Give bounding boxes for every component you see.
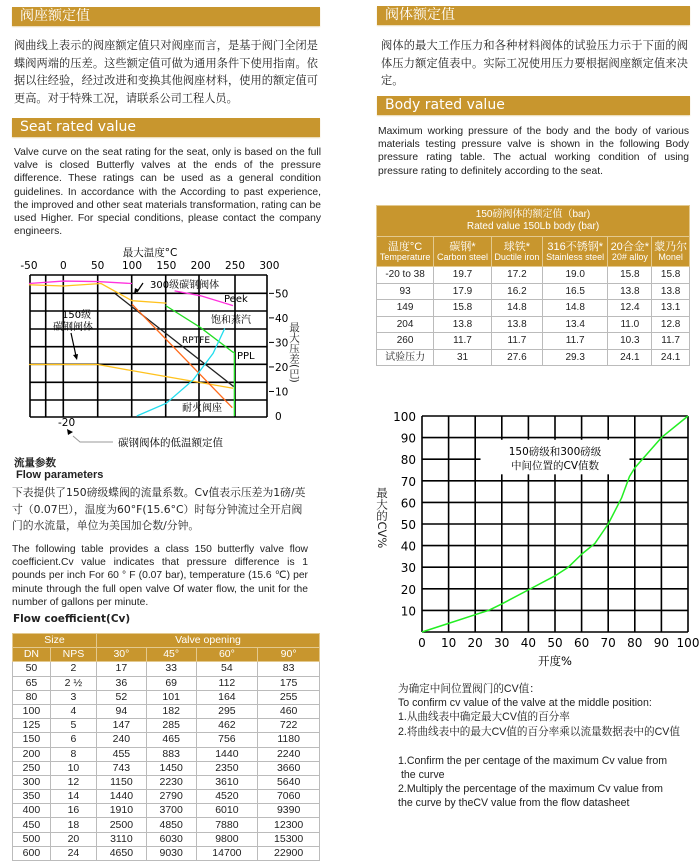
table-cell: 24.1	[608, 349, 652, 366]
table-cell: 15.8	[652, 267, 690, 284]
cv-note-line: 2.将曲线表中的最大CV值的百分率乘以流量数据表中的CV值	[398, 725, 680, 738]
table-cell: 11.7	[491, 333, 542, 350]
table-cell: 1150	[97, 775, 147, 789]
body-zh-header: 阀体额定值	[377, 6, 690, 25]
cv-note-line: 为确定中间位置阀门的CV值：	[398, 683, 540, 695]
x-tick-label: 30	[494, 636, 510, 650]
table-cell: 16	[50, 804, 96, 818]
column-header: 30°	[97, 648, 147, 662]
x-tick-label: 200	[190, 260, 211, 272]
series-label-300-class: 300级碳钢阀体	[150, 280, 220, 291]
table-cell: 15.8	[608, 267, 652, 284]
table-cell: 295	[196, 704, 258, 718]
table-cell: 3610	[196, 775, 258, 789]
flow-en-title: Flow parameters	[16, 469, 104, 481]
table-row	[377, 283, 690, 300]
column-header-zh: 碳钢*	[449, 240, 476, 253]
table-cell: 1180	[258, 733, 320, 747]
table-row	[13, 719, 320, 733]
table-cell: 54	[196, 662, 258, 676]
table-cell: 3	[50, 690, 96, 704]
table-cell: 1440	[97, 790, 147, 804]
table-cell: 50	[13, 662, 51, 676]
table-cell: 36	[97, 676, 147, 690]
table-cell: 455	[97, 747, 147, 761]
x-tick-label: 80	[627, 636, 643, 650]
cv-note-line: the curve by theCV value from the flow datasheet	[398, 797, 630, 810]
table-cell: 24.1	[652, 349, 690, 366]
y-tick-label: 60	[400, 496, 416, 511]
x-tick-label: 300	[259, 260, 280, 272]
table-cell: 255	[258, 690, 320, 704]
table-cell: 6010	[196, 804, 258, 818]
table-cell: 13.4	[542, 316, 607, 333]
table-cell: 240	[97, 733, 147, 747]
table-cell: 2 ½	[50, 676, 96, 690]
table-cell: 93	[377, 283, 434, 300]
flow-zh-text: 下表提供了150磅级蝶阀的流量系数。Cv值表示压差为1磅/英寸（0.07巴），温度为60°F(15.6°C）时每分钟流过全开启阀门的水流量，单位为美国加仑数/分钟。	[12, 486, 306, 532]
table-title-zh: 150磅阀体的额定值（bar)	[475, 209, 591, 220]
table-cell: 20	[50, 832, 96, 846]
flow-table-title: Flow coefficient(Cv)	[13, 613, 131, 625]
column-header	[491, 237, 542, 267]
y-tick-label: 20	[275, 361, 289, 374]
column-header-en: Stainless steel	[546, 251, 605, 262]
y-tick-label: 10	[400, 604, 416, 619]
table-cell: 9390	[258, 804, 320, 818]
column-header	[542, 237, 607, 267]
group-header-row	[13, 634, 320, 648]
table-cell: 13.8	[434, 316, 492, 333]
table-cell: 2	[50, 662, 96, 676]
table-cell: 2230	[146, 775, 196, 789]
table-cell: 460	[258, 704, 320, 718]
table-row	[13, 662, 320, 676]
table-cell: 7060	[258, 790, 320, 804]
y-tick-label: 70	[400, 474, 416, 489]
seat-zh-header: 阀座额定值	[12, 7, 320, 26]
chart-annotation: 150磅级和300磅级	[508, 445, 602, 458]
table-cell: 11.7	[652, 333, 690, 350]
table-cell: 11.0	[608, 316, 652, 333]
column-header	[434, 237, 492, 267]
cv-note-line: 2.Multiply the percentage of the maximum Cv value from	[398, 783, 663, 796]
column-header	[608, 237, 652, 267]
table-cell: 11.7	[434, 333, 492, 350]
seat-en-header: Seat rated value	[12, 118, 320, 137]
table-cell: 14	[50, 790, 96, 804]
table-cell: 112	[196, 676, 258, 690]
table-cell: 83	[258, 662, 320, 676]
table-cell: 1440	[196, 747, 258, 761]
cv-notes	[398, 682, 680, 811]
table-row	[13, 846, 320, 860]
table-title-en: Rated value 150Lb body (bar)	[466, 221, 600, 232]
table-cell: 149	[377, 300, 434, 317]
table-cell: 883	[146, 747, 196, 761]
y-tick-label: 20	[400, 582, 416, 597]
table-cell: 756	[196, 733, 258, 747]
table-cell: 14700	[196, 846, 258, 860]
arrowhead-low-temp	[67, 429, 73, 435]
table-cell: 260	[377, 333, 434, 350]
table-cell: 80	[13, 690, 51, 704]
table-cell: 15.8	[434, 300, 492, 317]
x-tick-label: 100	[121, 260, 143, 272]
table-cell: 16.5	[542, 283, 607, 300]
x-tick-label: 250	[225, 260, 246, 272]
table-cell: 6	[50, 733, 96, 747]
header-row	[377, 237, 690, 267]
table-cell: 14.8	[491, 300, 542, 317]
table-cell: 试验压力	[377, 349, 434, 366]
seat-en-text: Valve curve on the seat rating for the seat, only is based on the full valve is closed Butterfly valves at the ends of the pressure difference. These ratings can be used as a general condition guidelines. In accordance with the According to past experience, the improved and other seat materials transformation, rating can be used Higher. For special conditions, please contact the company engineers.	[14, 147, 321, 238]
table-cell: 11.7	[542, 333, 607, 350]
table-cell: 19.0	[542, 267, 607, 284]
series-label-steam: 饱和蒸汽	[211, 315, 251, 326]
x-tick-label: 0	[418, 636, 426, 650]
column-header: DN	[13, 648, 51, 662]
table-cell: 19.7	[434, 267, 492, 284]
table-cell: 6030	[146, 832, 196, 846]
table-cell: 10	[50, 761, 96, 775]
table-cell: 500	[13, 832, 51, 846]
table-cell: 2500	[97, 818, 147, 832]
table-row	[377, 333, 690, 350]
table-title	[377, 206, 690, 237]
table-cell: 15300	[258, 832, 320, 846]
title-row	[377, 206, 690, 237]
body-zh-text: 阀体的最大工作压力和各种材料阀体的试验压力示于下面的阀体压力额定值表中。实际工况使用压力要根据阀座额定值来决定。	[381, 39, 688, 87]
cv-curve-chart	[360, 400, 700, 680]
table-cell: 17	[97, 662, 147, 676]
table-cell: 14.8	[542, 300, 607, 317]
column-header-en: Temperature	[379, 251, 431, 262]
series-label-ppl: PPL	[237, 351, 255, 362]
table-cell: 29.3	[542, 349, 607, 366]
column-header-en: 20# alloy	[611, 251, 648, 262]
table-cell: 285	[146, 719, 196, 733]
table-cell: 465	[146, 733, 196, 747]
table-cell: 2350	[196, 761, 258, 775]
arrowhead	[73, 354, 78, 360]
table-cell: 2790	[146, 790, 196, 804]
x-tick-label: 90	[653, 636, 670, 650]
leader-line-low-temp	[73, 436, 113, 442]
y-tick-label: 30	[400, 561, 416, 576]
y-tick-label: 80	[400, 453, 416, 468]
column-header-zh: 20合金*	[610, 240, 650, 253]
table-row	[13, 761, 320, 775]
table-cell: 12	[50, 775, 96, 789]
table-cell: 13.8	[608, 283, 652, 300]
table-cell: 743	[97, 761, 147, 775]
flow-coefficient-table	[12, 633, 320, 861]
x-tick-label: 20	[467, 636, 483, 650]
table-cell: 7880	[196, 818, 258, 832]
table-cell: 4520	[196, 790, 258, 804]
y-tick-label: 30	[275, 337, 289, 350]
table-cell: 200	[13, 747, 51, 761]
table-cell: 13.8	[652, 283, 690, 300]
x-tick-label: 40	[520, 636, 537, 650]
y-tick-label: 50	[400, 518, 416, 532]
table-cell: 5	[50, 719, 96, 733]
table-cell: 17.2	[491, 267, 542, 284]
table-cell: 101	[146, 690, 196, 704]
series-label-150-class: 150级	[62, 310, 92, 321]
table-cell: 94	[97, 704, 147, 718]
x-tick-label: 60	[573, 636, 590, 650]
table-row	[13, 818, 320, 832]
table-cell: 4850	[146, 818, 196, 832]
series-label-rptfe: RPTFE	[182, 336, 211, 346]
column-header-zh: 蒙乃尔	[654, 240, 688, 253]
x-tick-label: 100	[676, 636, 700, 650]
series-label-fire-safe: 耐火阀座	[182, 403, 222, 414]
table-cell: 147	[97, 719, 147, 733]
table-cell: 1910	[97, 804, 147, 818]
table-row	[13, 690, 320, 704]
table-cell: 2240	[258, 747, 320, 761]
seat-chart-ylabel: 最大压差(巴)	[288, 322, 300, 383]
column-header: 90°	[258, 648, 320, 662]
y-tick-label: 50	[275, 288, 289, 301]
series-label-peek: Peek	[224, 294, 248, 305]
column-header	[377, 237, 434, 267]
body-en-header: Body rated value	[377, 96, 690, 115]
table-cell: 5640	[258, 775, 320, 789]
table-cell: 3110	[97, 832, 147, 846]
table-cell: 13.1	[652, 300, 690, 317]
x-axis-title: 开度%	[538, 654, 572, 668]
cv-note-line: To confirm cv value of the valve at the middle position:	[398, 697, 652, 710]
x-tick-label: -50	[20, 260, 38, 272]
table-cell: 9030	[146, 846, 196, 860]
low-temp-label: 碳钢阀体的低温额定值	[118, 437, 223, 449]
table-cell: 1450	[146, 761, 196, 775]
x-tick-label: 50	[90, 260, 105, 272]
group-header: Size	[13, 634, 97, 648]
arrow-150-class	[71, 333, 76, 356]
y-tick-label: 100	[393, 410, 416, 424]
chart-annotation: 中间位置的CV值数	[510, 459, 600, 472]
table-row	[377, 267, 690, 284]
table-cell: 16.2	[491, 283, 542, 300]
table-row	[377, 349, 690, 366]
y-tick-label: 0	[275, 411, 282, 423]
table-cell: 8	[50, 747, 96, 761]
column-header-en: Monel	[658, 251, 683, 262]
series-label-150-class-2: 碳钢阀体	[53, 322, 93, 333]
group-header: Valve opening	[97, 634, 320, 648]
table-cell: 22900	[258, 846, 320, 860]
y-tick-label: 40	[275, 312, 289, 325]
header-row	[13, 648, 320, 662]
table-cell: 350	[13, 790, 51, 804]
table-cell: 164	[196, 690, 258, 704]
table-cell: 400	[13, 804, 51, 818]
table-cell: 33	[146, 662, 196, 676]
flow-en-text: The following table provides a class 150 butterfly valve flow coefficient.Cv value indicates that pressure difference is 1 pounds per inch For 60 ° F (0.07 bar), temperature (15.6 ℃) per minute through the full open valve Of water flow, the unit for the number of gallons per minute.	[12, 544, 308, 608]
y-tick-label: 10	[275, 386, 289, 399]
x-tick-label: 0	[59, 260, 67, 272]
low-temp-value: -20	[58, 417, 76, 429]
body-en-text: Maximum working pressure of the body and the body of various materials testing pressure valve is shown in the following Body pressure rating table. The actual working condition of using pressure rating to definitely according to the seat.	[378, 126, 689, 177]
column-header-zh: 316不锈钢*	[547, 240, 603, 253]
table-cell: 65	[13, 676, 51, 690]
cv-chart-ylabel: 最大的CV%	[375, 487, 389, 549]
table-cell: 69	[146, 676, 196, 690]
table-cell: 3660	[258, 761, 320, 775]
table-cell: 204	[377, 316, 434, 333]
table-cell: 722	[258, 719, 320, 733]
table-cell: 17.9	[434, 283, 492, 300]
table-cell: 3700	[146, 804, 196, 818]
column-header: 60°	[196, 648, 258, 662]
x-tick-label: 10	[440, 636, 457, 650]
table-cell: -20 to 38	[377, 267, 434, 284]
table-cell: 100	[13, 704, 51, 718]
column-header-en: Carbon steel	[437, 251, 489, 262]
table-cell: 600	[13, 846, 51, 860]
column-header-zh: 温度°C	[387, 240, 423, 253]
table-cell: 450	[13, 818, 51, 832]
table-cell: 13.8	[491, 316, 542, 333]
cv-note-line: the curve	[398, 769, 445, 782]
table-row	[13, 704, 320, 718]
flow-zh-title: 流量参数	[14, 457, 56, 469]
table-cell: 10.3	[608, 333, 652, 350]
table-cell: 462	[196, 719, 258, 733]
table-cell: 18	[50, 818, 96, 832]
table-row	[13, 790, 320, 804]
body-rating-table	[376, 205, 690, 366]
table-cell: 125	[13, 719, 51, 733]
table-cell: 182	[146, 704, 196, 718]
x-tick-label: 50	[547, 636, 563, 650]
table-row	[13, 733, 320, 747]
table-cell: 12.4	[608, 300, 652, 317]
x-tick-label: 70	[600, 636, 616, 650]
table-row	[13, 747, 320, 761]
cv-note-line: 1.从曲线表中确定最大CV值的百分率	[398, 711, 570, 724]
table-cell: 175	[258, 676, 320, 690]
column-header	[652, 237, 690, 267]
x-tick-label: 150	[156, 260, 177, 272]
x-axis-title: 最大温度°C	[122, 247, 178, 259]
table-row	[13, 804, 320, 818]
table-cell: 24	[50, 846, 96, 860]
table-cell: 52	[97, 690, 147, 704]
column-header: 45°	[146, 648, 196, 662]
table-cell: 4	[50, 704, 96, 718]
table-row	[13, 775, 320, 789]
table-cell: 27.6	[491, 349, 542, 366]
seat-zh-text: 阀曲线上表示的阀座额定值只对阀座而言，是基于阀门全闭是蝶阀两端的压差。这些额定值可做为通用条件下使用指南。依据以往经验，经过改进和变换其他阀座材料，使用的额定值可更高。对于特殊工况，请联系公司工程人员。	[14, 39, 318, 105]
table-row	[377, 316, 690, 333]
table-cell: 12300	[258, 818, 320, 832]
series-line	[29, 281, 132, 283]
table-cell: 12.8	[652, 316, 690, 333]
table-cell: 31	[434, 349, 492, 366]
column-header-zh: 球铁*	[503, 240, 531, 253]
column-header-en: Ductile iron	[494, 251, 540, 262]
y-tick-label: 40	[400, 539, 416, 554]
table-cell: 9800	[196, 832, 258, 846]
table-cell: 150	[13, 733, 51, 747]
table-row	[13, 676, 320, 690]
table-row	[13, 832, 320, 846]
table-cell: 250	[13, 761, 51, 775]
y-tick-label: 90	[400, 431, 416, 446]
column-header: NPS	[50, 648, 96, 662]
table-cell: 300	[13, 775, 51, 789]
table-row	[377, 300, 690, 317]
table-cell: 4650	[97, 846, 147, 860]
cv-note-line: 1.Confirm the per centage of the maximum Cv value from	[398, 754, 668, 767]
